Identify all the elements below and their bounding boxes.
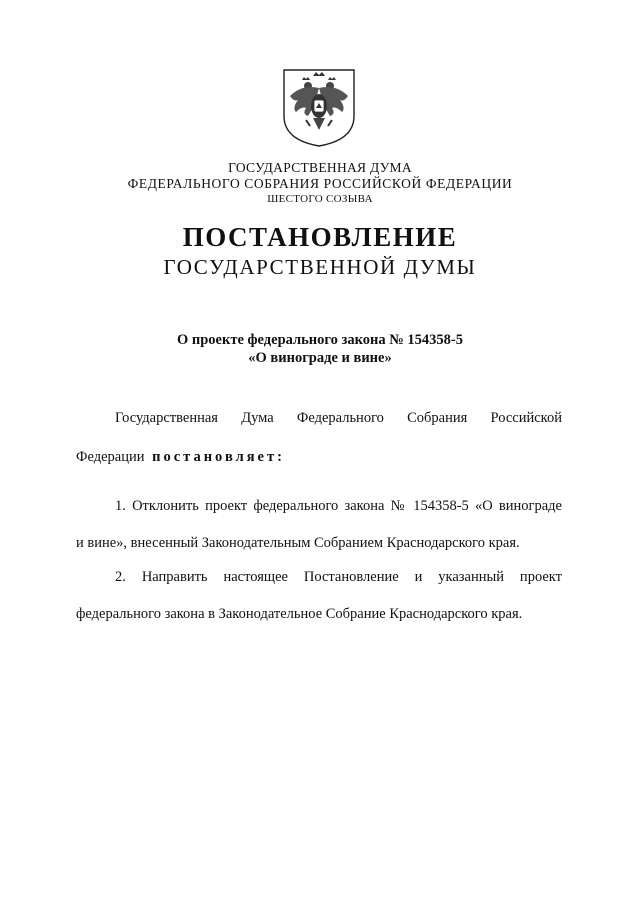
- header-line-duma: ГОСУДАРСТВЕННАЯ ДУМА: [228, 160, 412, 175]
- item-1-line-continued: и вине», внесенный Законодательным Собранием Краснодарского края.: [76, 535, 520, 551]
- header-line-federal-assembly: ФЕДЕРАЛЬНОГО СОБРАНИЯ РОССИЙСКОЙ ФЕДЕРАЦИИ: [127, 176, 513, 191]
- item-1-line: 1. Отклонить проект федерального закона № 154358-5 «О винограде: [115, 498, 562, 514]
- document-title: ПОСТАНОВЛЕНИЕ: [182, 222, 458, 252]
- law-name: «О винограде и вине»: [248, 350, 392, 366]
- intro-line-continued: [76, 449, 562, 466]
- law-reference: О проекте федерального закона № 154358-5: [176, 332, 464, 348]
- item-2-line: 2. Направить настоящее Постановление и указанный проект: [115, 569, 562, 585]
- header-line-convocation: ШЕСТОГО СОЗЫВА: [267, 193, 373, 205]
- document-subtitle: ГОСУДАРСТВЕННОЙ ДУМЫ: [163, 255, 477, 279]
- intro-federation: Федерации: [76, 449, 145, 465]
- intro-line: Государственная Дума Федерального Собрания Российской: [115, 410, 562, 426]
- item-2-line-continued: федерального закона в Законодательное Собрание Краснодарского края.: [76, 606, 523, 622]
- russian-coat-of-arms-icon: [280, 66, 358, 148]
- decree-word: постановляет:: [152, 449, 285, 465]
